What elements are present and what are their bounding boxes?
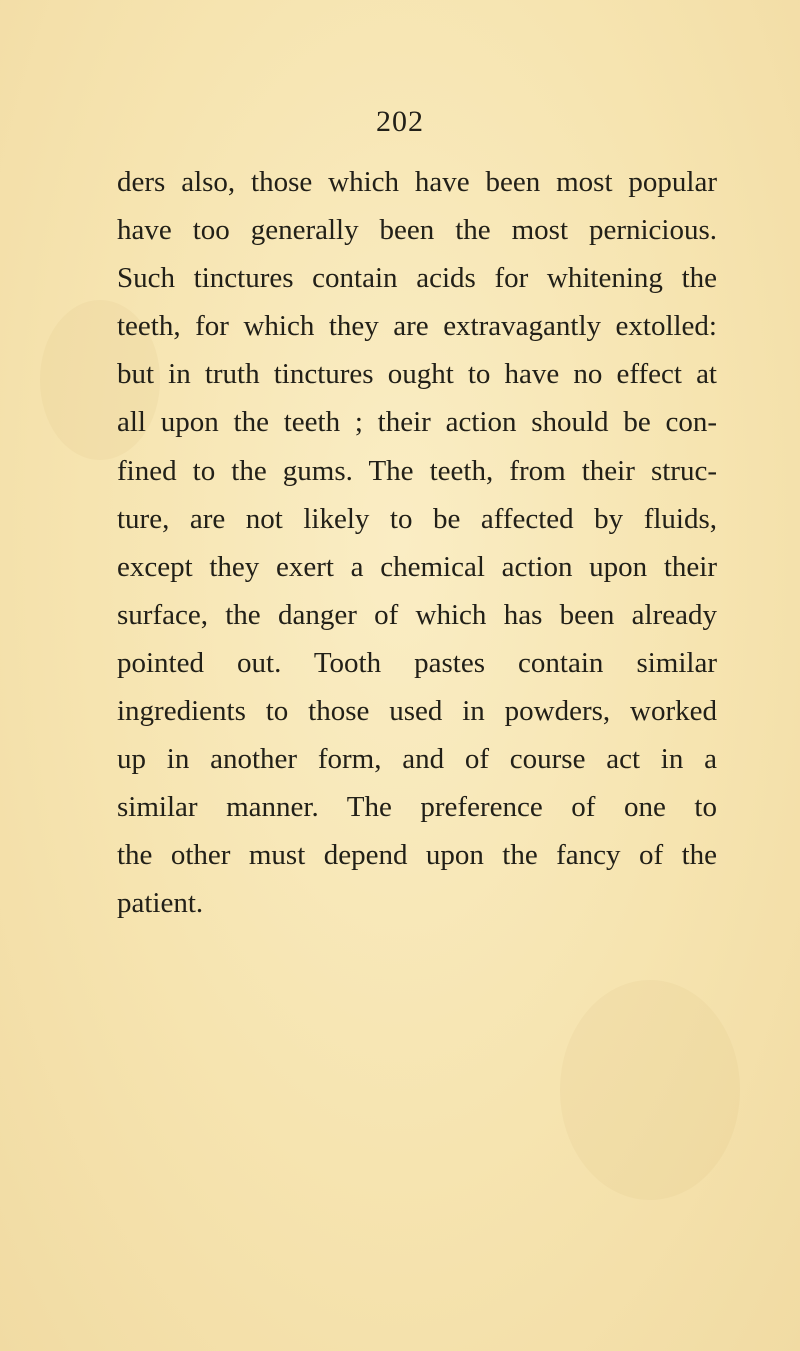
text-line: patient. xyxy=(117,887,204,920)
text-line: up in another form, and of course act in a xyxy=(117,743,717,776)
text-line: have too generally been the most pernicious. xyxy=(117,214,717,247)
text-line: the other must depend upon the fancy of the xyxy=(117,839,717,872)
page-number: 202 xyxy=(376,105,424,138)
text-line: similar manner. The preference of one to xyxy=(117,791,717,824)
body-text xyxy=(117,158,717,928)
text-line: pointed out. Tooth pastes contain similar xyxy=(117,646,717,679)
text-line: ders also, those which have been most popular xyxy=(117,166,717,198)
text-line: teeth, for which they are extravagantly extolled: xyxy=(117,310,717,343)
text-line: all upon the teeth ; their action should be con- xyxy=(117,406,717,439)
text-line: except they exert a chemical action upon their xyxy=(117,550,717,583)
text-line: ture, are not likely to be affected by fluids, xyxy=(117,502,717,535)
text-line: but in truth tinctures ought to have no effect at xyxy=(117,358,717,391)
text-line: Such tinctures contain acids for whitening the xyxy=(117,262,717,295)
text-line: ingredients to those used in powders, worked xyxy=(117,695,717,728)
text-line: fined to the gums. The teeth, from their struc- xyxy=(117,454,717,487)
paper-stain xyxy=(560,980,740,1200)
text-line: surface, the danger of which has been already xyxy=(117,598,717,631)
